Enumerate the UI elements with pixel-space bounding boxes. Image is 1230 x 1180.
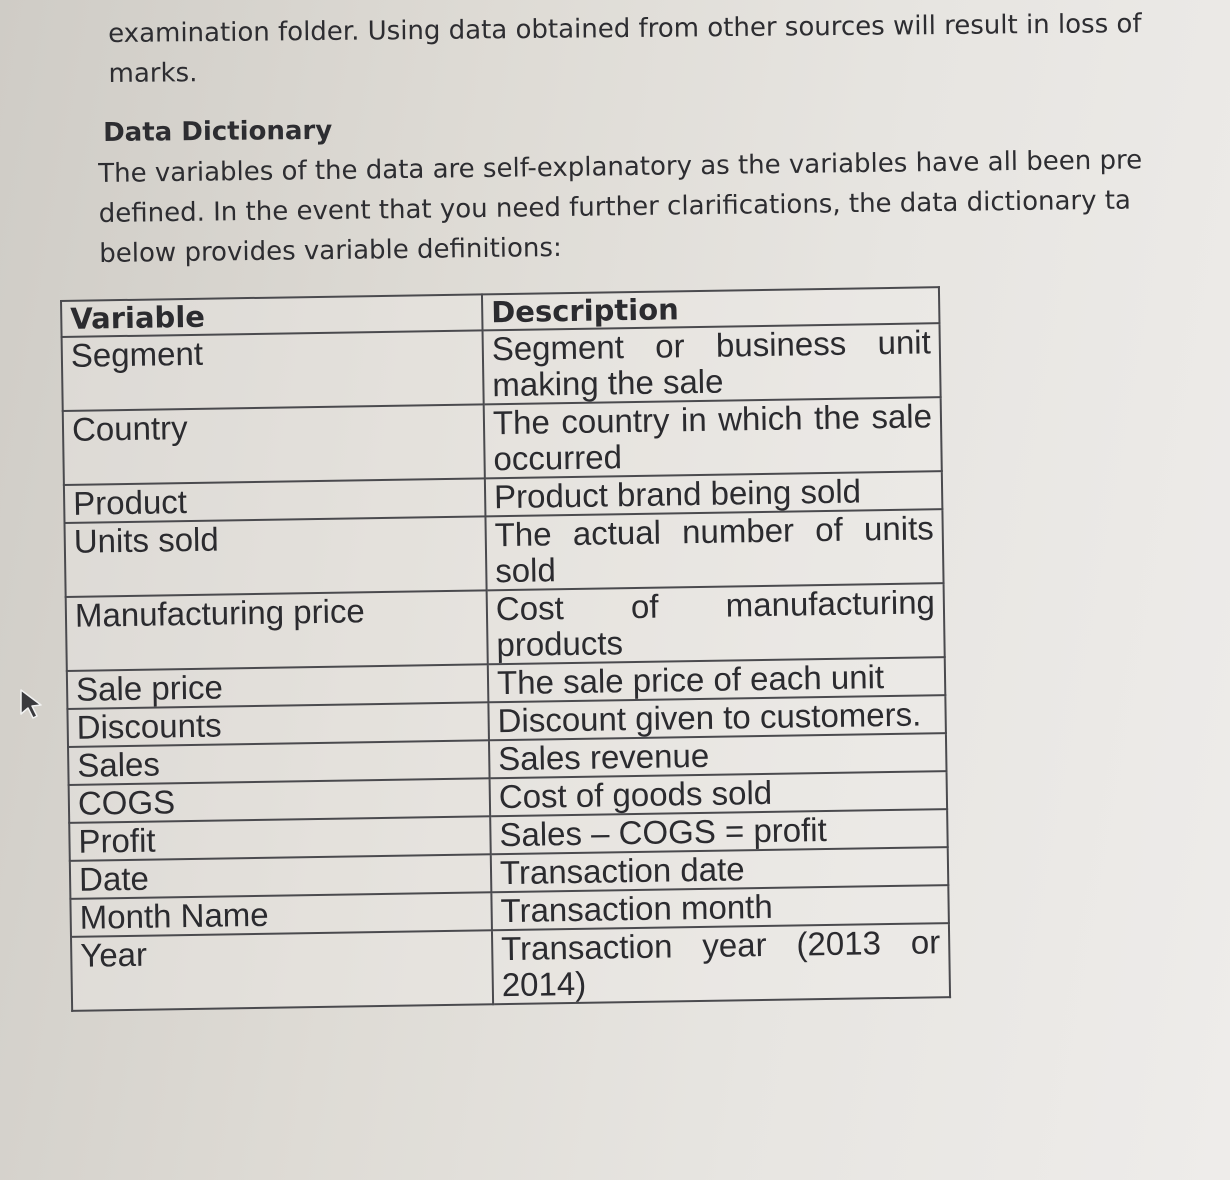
description-cell: Sales – COGS = profit [490,809,948,854]
variable-cell: Country [63,404,485,485]
table-row [62,323,941,411]
section-line-3: below provides variable definitions: [99,232,562,269]
intro-line-2: marks. [108,58,198,89]
variable-cell: Date [70,854,491,899]
section-heading: Data Dictionary [103,115,333,148]
variable-cell: Segment [62,330,484,411]
description-cell: The country in which the sale occurred [484,397,942,478]
variable-cell: Month Name [70,892,491,937]
description-cell: Discount given to customers. [488,695,946,740]
intro-paragraph [108,4,1142,94]
intro-line-1: examination folder. Using data obtained from other sources will result in loss of [108,9,1142,49]
description-cell: Transaction date [491,847,949,892]
table-row [66,583,945,671]
description-cell: Cost of goods sold [490,771,948,816]
description-cell: Sales revenue [489,733,947,778]
variable-cell: Sale price [67,664,488,709]
variable-cell: Manufacturing price [66,590,488,671]
variable-cell: Profit [69,816,490,861]
mouse-pointer-icon [14,686,48,720]
variable-cell: Sales [68,740,489,785]
section-line-1: The variables of the data are self-explanatory as the variables have all been pre [98,145,1143,189]
table-row [63,397,942,485]
description-cell: The actual number of units sold [485,509,943,590]
header-variable: Variable [61,294,482,337]
data-dictionary-table [60,286,951,1012]
header-description: Description [482,287,940,330]
description-cell: Segment or business unit making the sale [482,323,940,404]
variable-cell: Product [64,478,485,523]
table-row [71,923,950,1011]
description-cell: Cost of manufacturing products [487,583,945,664]
variable-cell: COGS [69,778,490,823]
section-paragraph [98,140,1143,274]
description-cell: Product brand being sold [485,471,943,516]
table-row [65,509,944,597]
description-cell: Transaction year (2013 or 2014) [492,923,950,1004]
variable-cell: Year [71,930,493,1011]
description-cell: Transaction month [491,885,949,930]
data-dictionary-table-wrap [60,286,951,1012]
section-line-2: defined. In the event that you need further clarifications, the data dictionary ta [98,185,1132,229]
description-cell: The sale price of each unit [488,657,946,702]
variable-cell: Units sold [65,516,487,597]
variable-cell: Discounts [67,702,488,747]
